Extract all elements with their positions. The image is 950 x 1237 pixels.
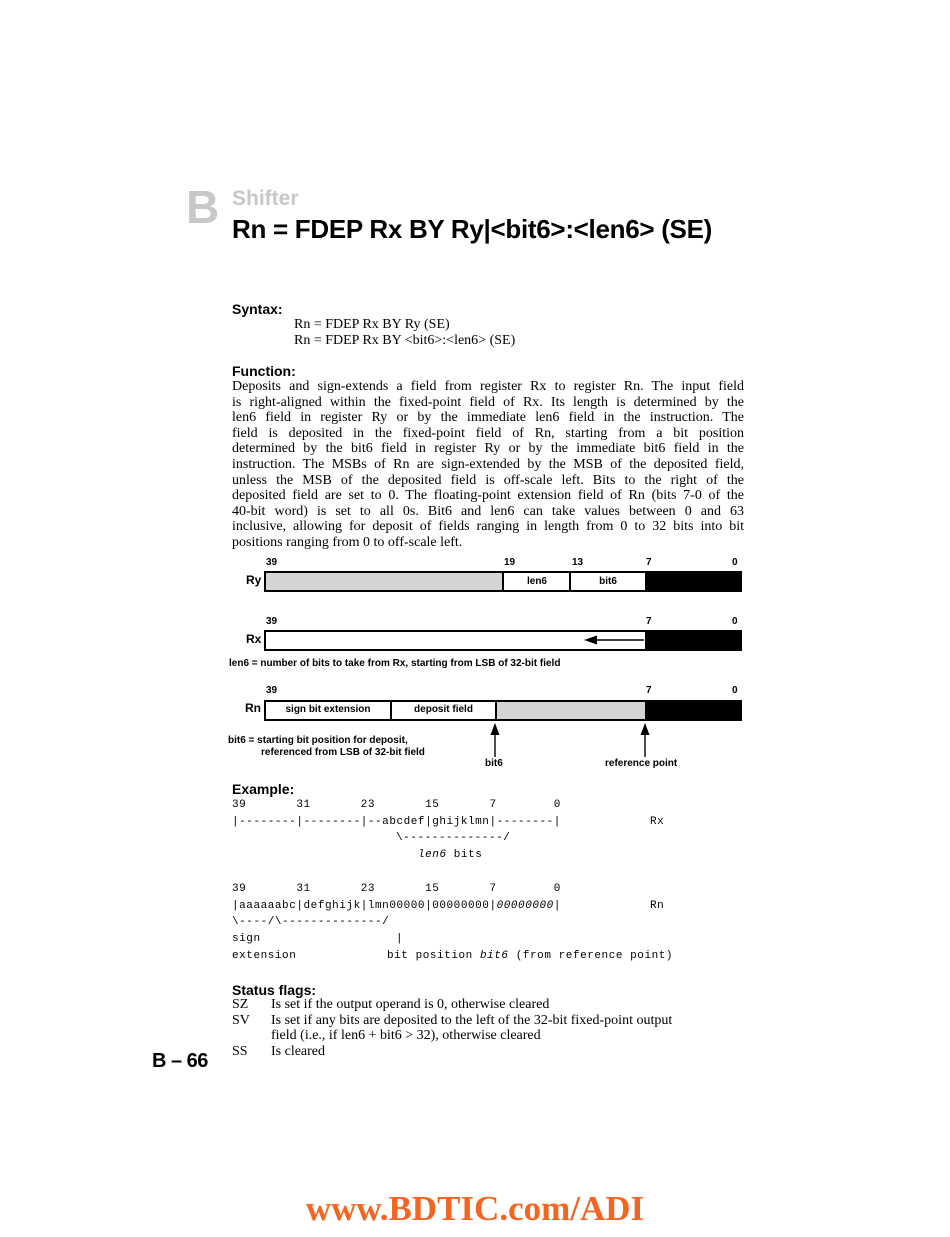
page-title: Rn = FDEP Rx BY Ry|<bit6>:<len6> (SE) xyxy=(232,214,712,244)
reference-point-arrow-icon xyxy=(637,722,653,758)
rx-label: Rx xyxy=(246,632,262,646)
example-rn-brace: \----/\--------------/ xyxy=(232,916,390,928)
rn-bit-0: 0 xyxy=(732,685,738,696)
example-rn-row-b: | xyxy=(553,900,561,912)
example-bitpos-a: bit position xyxy=(387,950,480,962)
syntax-line-2: Rn = FDEP Rx BY <bit6>:<len6> (SE) xyxy=(294,333,516,348)
rn-bit-7: 7 xyxy=(646,685,652,696)
example-rn-label: Rn xyxy=(650,900,665,912)
function-heading: Function: xyxy=(232,363,296,379)
ry-bit-13: 13 xyxy=(572,557,584,568)
syntax-heading: Syntax: xyxy=(232,301,283,317)
flag-ss-key: SS xyxy=(232,1044,248,1059)
ry-len6-label: len6 xyxy=(526,576,547,587)
rx-bit-7: 7 xyxy=(646,616,652,627)
example-pipe: | xyxy=(396,933,404,945)
footer-url-link[interactable]: www.BDTIC.com/ADI xyxy=(305,1189,645,1228)
rx-caption: len6 = number of bits to take from Rx, starting from LSB of 32-bit field xyxy=(229,658,561,669)
flag-sz-key: SZ xyxy=(232,997,249,1012)
ry-bit6-label: bit6 xyxy=(599,576,617,587)
example-rx-brace: \--------------/ xyxy=(396,832,511,844)
example-len6-italic: len6 xyxy=(418,849,447,861)
rn-zero-field xyxy=(495,700,647,721)
flag-ss-desc: Is cleared xyxy=(271,1044,326,1059)
bit6-arrow-icon xyxy=(487,722,503,758)
function-line: field is deposited in the fixed-point field of Rn, starting from a bit position xyxy=(232,425,744,441)
bit6-arrow-label: bit6 xyxy=(485,758,503,769)
chapter-letter: B xyxy=(186,181,220,233)
rn-bit-39: 39 xyxy=(266,685,278,696)
rx-bit-39: 39 xyxy=(266,616,278,627)
ry-bit-0: 0 xyxy=(732,557,738,568)
function-line: deposited field are set to 0. The floating-point extension field of Rn (bits 7-0 of the xyxy=(232,488,744,504)
rn-sign-extension-label: sign bit extension xyxy=(285,704,371,715)
example-bitpos-b: (from reference point) xyxy=(508,950,674,962)
function-line: len6 field in register Ry or by the immediate len6 field in the instruction. The xyxy=(232,410,744,426)
example-rx-label: Rx xyxy=(650,816,665,828)
function-line: unless the MSB of the deposited field is off-scale left. Bits to the right of the xyxy=(232,472,744,488)
ry-bit-7: 7 xyxy=(646,557,652,568)
syntax-line-1: Rn = FDEP Rx BY Ry (SE) xyxy=(294,317,450,332)
rx-bit-0: 0 xyxy=(732,616,738,627)
rn-extension-field xyxy=(645,700,742,721)
example-extension-word: extension xyxy=(232,950,297,962)
function-line: determined by the bit6 field in register Ry or by the immediate bit6 field in the xyxy=(232,441,744,457)
flag-sz-desc: Is set if the output operand is 0, otherwise cleared xyxy=(271,997,550,1012)
example-rn-register xyxy=(232,900,561,912)
example-bitpos-italic: bit6 xyxy=(479,950,509,962)
example-rn-row-a: |aaaaaabc|defghijk|lmn00000|00000000| xyxy=(232,900,497,912)
page-number: B – 66 xyxy=(152,1050,208,1072)
example-len6-rest: bits xyxy=(446,849,483,861)
rx-extension-field xyxy=(645,630,742,651)
example-rx-bit-positions: 39 31 23 15 7 0 xyxy=(232,799,561,811)
rn-caption-line-2: referenced from LSB of 32-bit field xyxy=(261,747,425,758)
rn-deposit-label: deposit field xyxy=(414,704,473,715)
ry-label: Ry xyxy=(246,573,262,587)
function-line: positions ranging from 0 to off-scale left. xyxy=(232,534,463,550)
rn-label: Rn xyxy=(245,701,261,715)
example-len6-caption xyxy=(418,849,482,861)
function-description xyxy=(232,379,744,551)
flag-sv-key: SV xyxy=(232,1013,250,1028)
status-flags-heading: Status flags: xyxy=(232,982,317,998)
example-rn-row-italic: 00000000 xyxy=(496,900,554,912)
ry-bit-19: 19 xyxy=(504,557,516,568)
function-line: is right-aligned within the fixed-point field of Rx. Its length is determined by the xyxy=(232,394,744,410)
function-line: inclusive, allowing for deposit of fields ranging in length from 0 to 32 bits into bit xyxy=(232,519,744,535)
function-line: 40-bit word) is set to all 0s. Bit6 and len6 can take values between 0 and 63 xyxy=(232,503,744,519)
example-rn-bit-positions: 39 31 23 15 7 0 xyxy=(232,883,561,895)
ry-extension-field xyxy=(645,571,742,592)
ry-unused-field xyxy=(264,571,504,592)
ry-bit-39: 39 xyxy=(266,557,278,568)
section-title: Shifter xyxy=(232,187,299,210)
flag-sv-desc-2: field (i.e., if len6 + bit6 > 32), otherwise cleared xyxy=(271,1028,541,1043)
example-bit-position-caption xyxy=(387,950,673,962)
example-sign-word: sign xyxy=(232,933,261,945)
rx-arrow-icon xyxy=(580,632,650,648)
example-heading: Example: xyxy=(232,781,295,797)
flag-sv-desc-1: Is set if any bits are deposited to the left of the 32-bit fixed-point output xyxy=(271,1013,673,1028)
function-line: Deposits and sign-extends a field from register Rx to register Rn. The input field xyxy=(232,379,744,394)
function-line: instruction. The MSBs of Rn are sign-extended by the MSB of the deposited field, xyxy=(232,456,744,472)
rn-caption-line-1: bit6 = starting bit position for deposit, xyxy=(228,735,408,746)
reference-point-label: reference point xyxy=(605,758,678,769)
example-rx-register: |--------|--------|--abcdef|ghijklmn|--------| xyxy=(232,816,561,828)
